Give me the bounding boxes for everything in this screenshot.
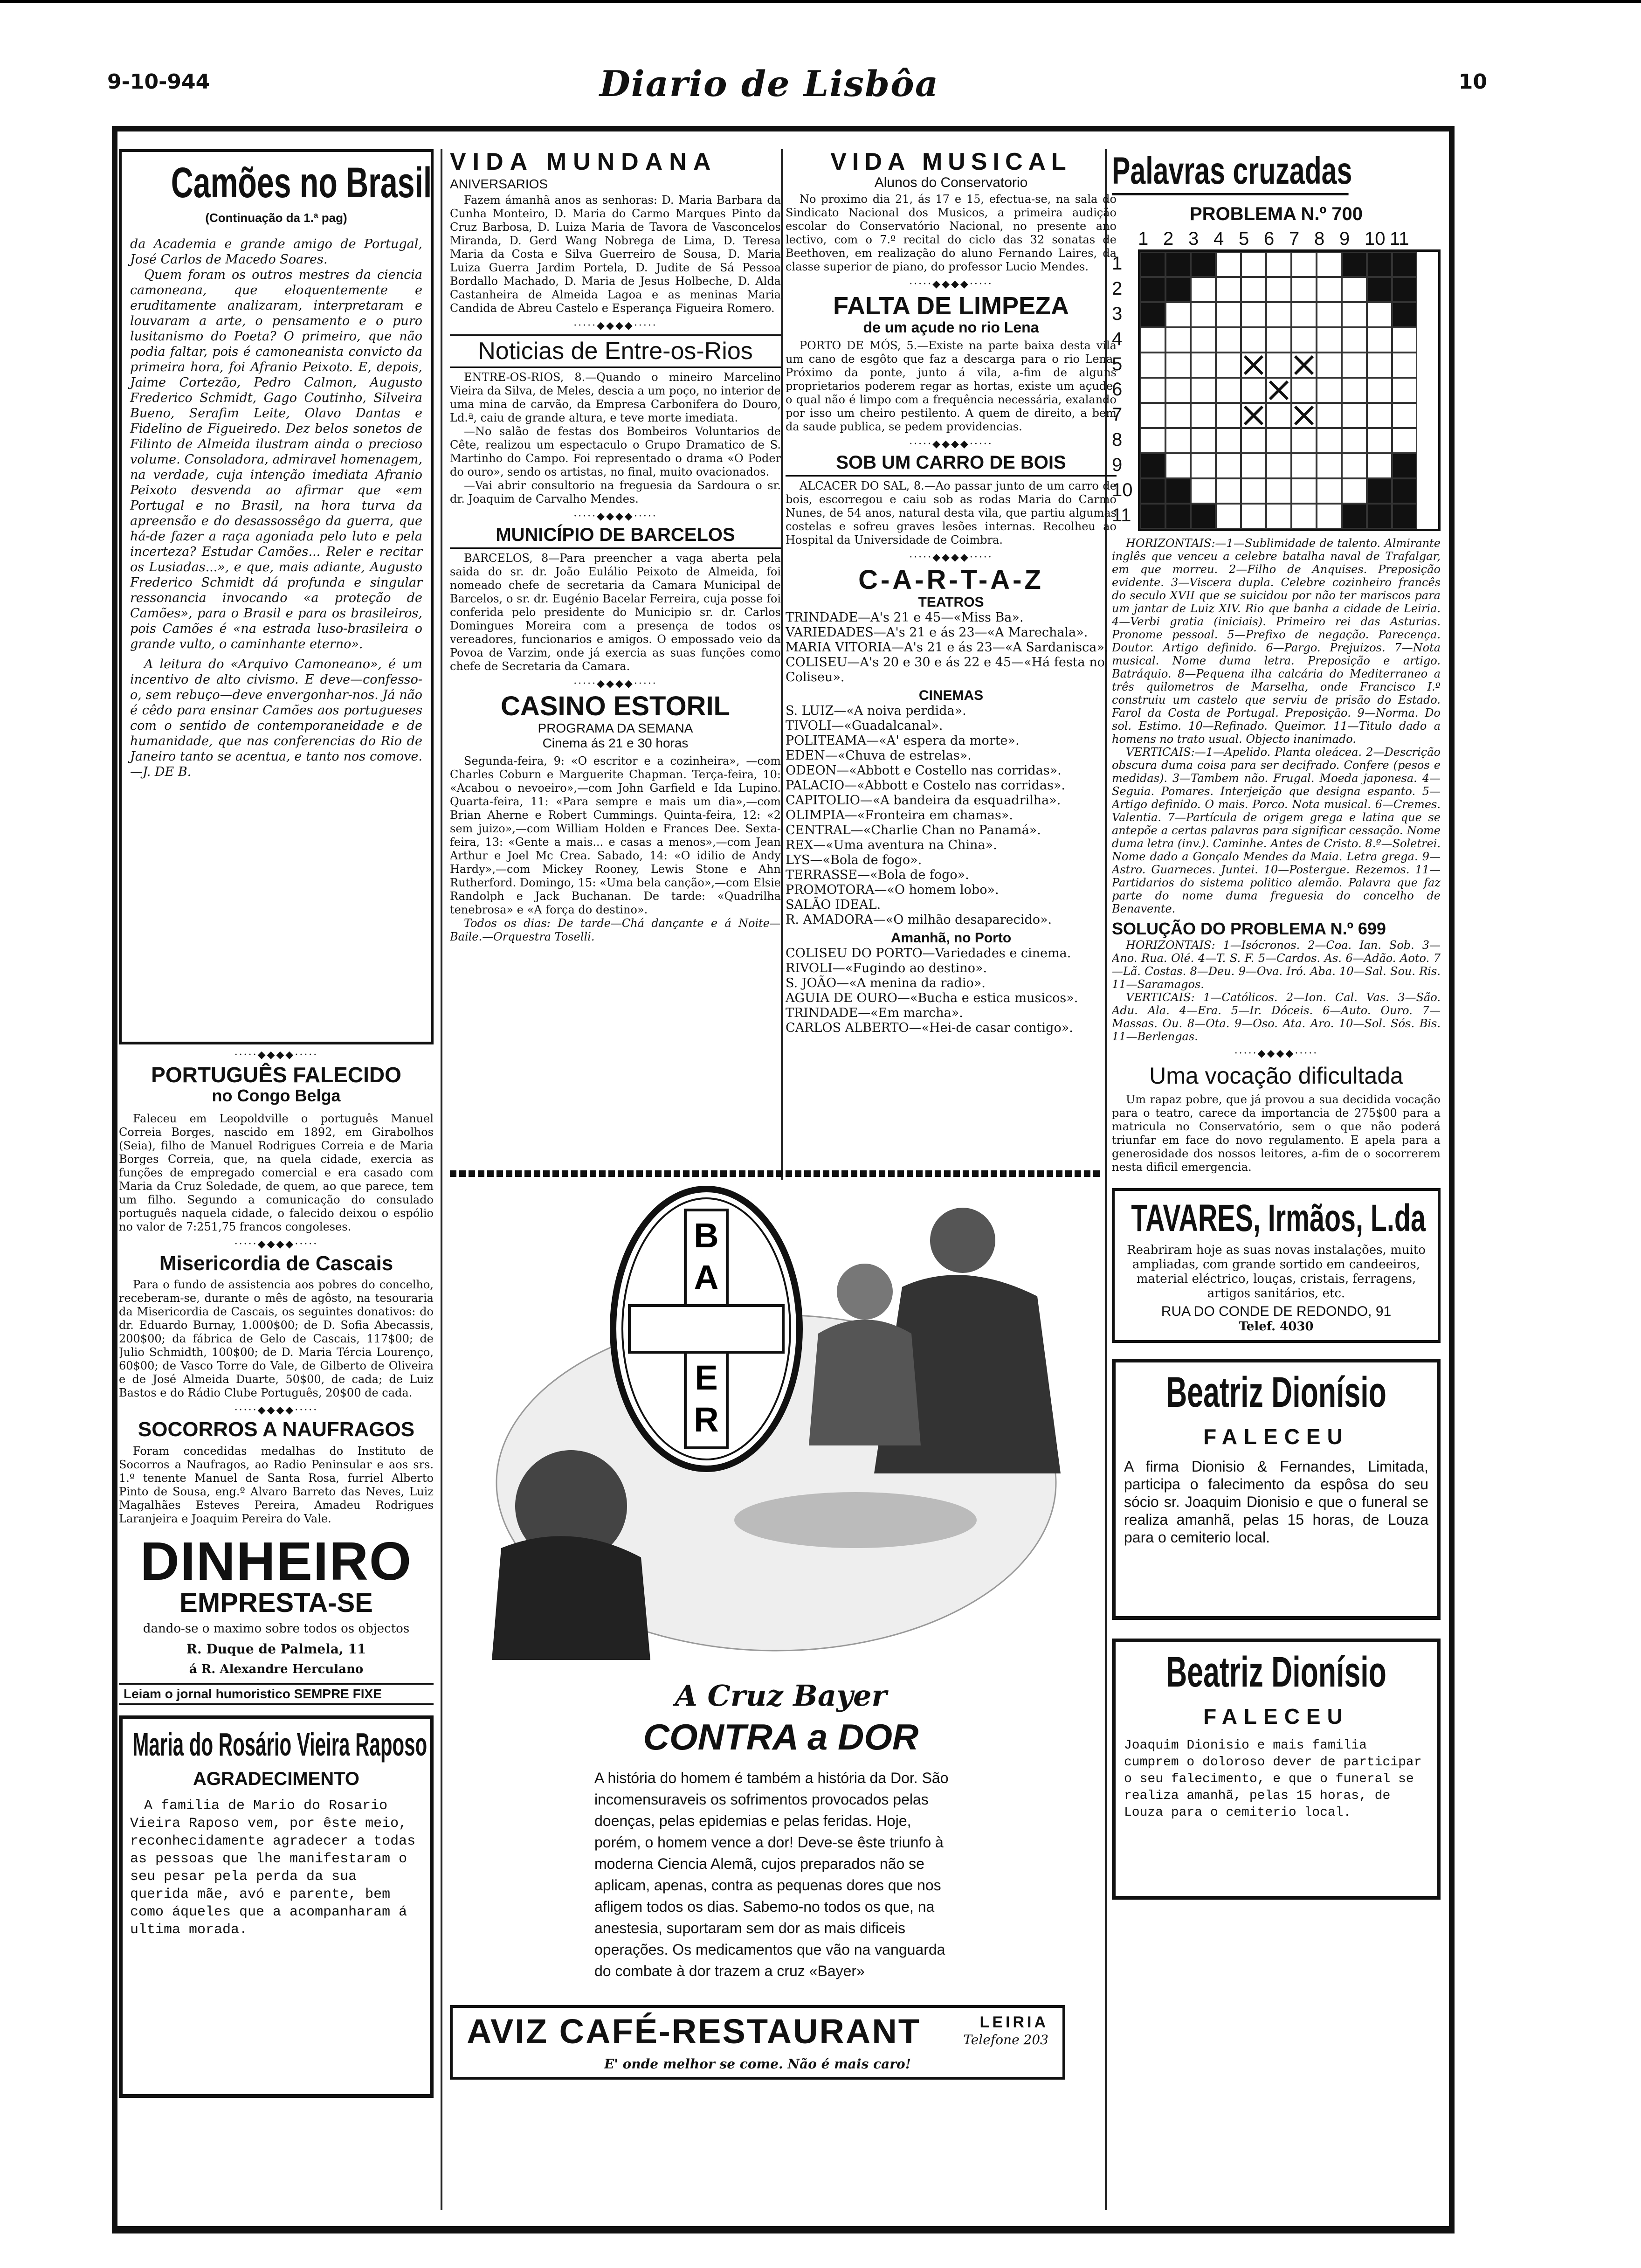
crossword-col-number: 4 — [1214, 228, 1224, 249]
crossword-cell[interactable] — [1165, 378, 1191, 403]
crossword-cell[interactable] — [1216, 277, 1241, 302]
camoes-paragraph: Quem foram os outros mestres da ciencia camoneana, que eloquentemente e eruditamente analizaram, interpretaram e louvaram a arte, o pensamento e o puro lusitanismo do Poeta? O primeiro, que não podia faltar, pois é camoneanista convicto da primeira hora, foi Afranio Peixoto. E, depois, Jaime Cortezão, Pedro Calmon, Augusto Frederico Schmidt, Gago Coutinho, Silveira Bueno, Serafim Leite, Olavo Dantas e Fidelino de Figueiredo. Dez belos sonetos de Filinto de Almeida ilustram ainda o precioso volume. Consoladora, admiravel homenagem, na verdade, cuja intenção imediata Afranio Peixoto desvenda ao afirmar que «em Portugal e no Brasil, na hora turva da apreensão e do desassossêgo da guerra, que há-de fazer a raça agoniada pelo luto e pela incerteza? Estudar Camões... Reler e recitar os Lusiadas...», e que, mais adiante, Augusto Frederico Schmidt dá profunda e singular ressonancia invocando «a proteção de Camões», para o Brasil e para os brasileiros, pois Camões é «na estrada luso-brasileira o grande vulto, o caminhante eterno». — [130, 268, 422, 651]
limpeza-subtitle: de um açude no rio Lena — [863, 319, 1039, 336]
crossword-cell[interactable] — [1266, 252, 1291, 277]
crossword-cell[interactable] — [1241, 277, 1266, 302]
dinheiro-line: R. Duque de Palmela, 11 — [186, 1641, 366, 1657]
crossword-cell[interactable] — [1342, 353, 1367, 378]
crossword-cell[interactable] — [1392, 403, 1417, 428]
crossword-row-number: 9 — [1112, 455, 1123, 475]
separator: ·····◆◆◆◆····· — [573, 319, 657, 332]
crossword-cell[interactable] — [1165, 504, 1191, 529]
column-3 — [786, 149, 1117, 1161]
crossword-verticais: VERTICAIS:—1—Apelido. Planta oleácea. 2—Descrição obscura duma coisa para ser decifrado. Confere (pesos e medidas). 3—Tambem não. Frugal. Moeda japonesa. 4—Seguia. Pomares. Interjeição que designa espanto. 5—Artigo definido. O mais. Porco. Nota musical. 6—Cremes. Valentia. 7—Partícula de origem grega e latina que se antepõe a certas palavras para significar cessação. Nome duma letra (inv.). Caminhe. Antes de Cristo. 8.º—Soletrei. Nome dado a Gonçalo Mendes da Maia. Letra grega. 9—Astro. Guarneces. Juntei. 10—Postergue. Rezemos. 11—Partidarios do sistema politico alemão. Palavra que faz parte do nome duma freguesia do concelho de Benavente. — [1112, 746, 1441, 915]
list-item: LYS—«Bola de fogo». — [786, 853, 922, 868]
crossword-title: Palavras cruzadas — [1112, 149, 1349, 195]
estoril-title: CASINO ESTORIL — [501, 691, 730, 722]
tavares-body: Reabriram hoje as suas novas instalações, muito ampliadas, com grande sortido em candeeiros, material eléctrico, louças, cristais, ferragens, artigos sanitários, etc. — [1127, 1243, 1426, 1300]
list-item: CENTRAL—«Charlie Chan no Panamá». — [786, 823, 1041, 838]
crossword-cell[interactable] — [1140, 353, 1165, 378]
cinemas-list — [786, 704, 1117, 927]
crossword-cell[interactable] — [1291, 327, 1317, 353]
crossword-cell[interactable] — [1140, 378, 1165, 403]
section-border — [450, 1170, 1103, 1177]
crossword-cell[interactable] — [1392, 302, 1417, 327]
newspaper-title: Diario de Lisbôa — [599, 63, 939, 104]
socorros-body: Foram concedidas medalhas do Instituto de Socorros a Naufragos, ao Radio Peninsular e aos srs. 1.º tenente Manuel de Santa Rosa, furriel Alberto Pinto de Sousa, eng.º Alvaro Barreto das Neves, Luiz Magalhães Esteves Pereira, Amadeu Rodrigues Laranjeira e Joaquim Pereira do Vale. — [119, 1444, 434, 1525]
crossword-col-number: 2 — [1163, 228, 1174, 249]
crossword-cell[interactable] — [1266, 378, 1291, 403]
separator: ·····◆◆◆◆····· — [234, 1404, 318, 1417]
crossword-column-numbers — [1138, 228, 1441, 249]
mundana-title: VIDA MUNDANA — [450, 149, 717, 175]
crossword-cell[interactable] — [1216, 453, 1241, 478]
crossword-cell[interactable] — [1191, 353, 1216, 378]
list-item: TIVOLI—«Guadalcanal». — [786, 719, 943, 733]
sempre-fixe-ad: Leiam o jornal humoristico SEMPRE FIXE — [119, 1683, 434, 1705]
crossword-cell[interactable] — [1317, 478, 1342, 504]
dinheiro-ad — [119, 1530, 434, 1676]
solucao-title: SOLUÇÃO DO PROBLEMA N.º 699 — [1112, 919, 1386, 938]
crossword-row-number: 10 — [1112, 480, 1133, 500]
separator: ·····◆◆◆◆····· — [573, 678, 657, 690]
crossword-cell[interactable] — [1140, 504, 1165, 529]
cartaz-cinemas-label: CINEMAS — [918, 688, 984, 704]
crossword-cell[interactable] — [1342, 277, 1367, 302]
bayer-letter: E — [695, 1358, 718, 1397]
crossword-cell[interactable] — [1266, 453, 1291, 478]
beatriz-name: Beatriz Dionísio — [1166, 1648, 1386, 1696]
crossword-grid-wrap — [1112, 249, 1441, 531]
crossword-cell[interactable] — [1392, 252, 1417, 277]
separator: ·····◆◆◆◆····· — [909, 552, 993, 564]
beatriz-faleceu: FALECEU — [1203, 1704, 1349, 1729]
crossword-cell[interactable] — [1392, 428, 1417, 453]
dinheiro-line: dando-se o maximo sobre todos os objectos — [143, 1621, 410, 1636]
crossword-cell[interactable] — [1241, 504, 1266, 529]
crossword-cell[interactable] — [1317, 252, 1342, 277]
crossword-row-number: 1 — [1112, 253, 1123, 274]
crossword-cell[interactable] — [1140, 277, 1165, 302]
crossword-row-number: 2 — [1112, 278, 1123, 299]
crossword-cell[interactable] — [1291, 378, 1317, 403]
crossword-cell[interactable] — [1165, 353, 1191, 378]
crossword-cell[interactable] — [1291, 252, 1317, 277]
falecido-title: PORTUGUÊS FALECIDO — [151, 1063, 401, 1087]
crossword-cell[interactable] — [1392, 277, 1417, 302]
beatriz-body: Joaquim Dionisio e mais familia cumprem o doloroso dever de participar o seu falecimento, e que o funeral se realiza amanhã, pelas 15 horas, de Louza para o cemiterio local. — [1124, 1738, 1422, 1820]
crossword-cell[interactable] — [1191, 504, 1216, 529]
list-item: RIVOLI—«Fugindo ao destino». — [786, 961, 987, 976]
list-item: TRINDADE—A's 21 e 45—«Miss Ba». — [786, 610, 1024, 625]
crossword-row-number: 11 — [1112, 505, 1131, 526]
crossword-cell[interactable] — [1342, 453, 1367, 478]
crossword-cell[interactable] — [1191, 453, 1216, 478]
list-item: AGUIA DE OURO—«Bucha e estica musicos». — [786, 991, 1078, 1006]
crossword-cell[interactable] — [1291, 403, 1317, 428]
crossword — [1112, 228, 1441, 531]
crossword-cell[interactable] — [1140, 428, 1165, 453]
column-1 — [119, 149, 434, 2201]
bayer-logo-overlay — [455, 1184, 1107, 1665]
list-item: TRINDADE—«Em marcha». — [786, 1006, 963, 1021]
list-item: S. LUIZ—«A noiva perdida». — [786, 704, 966, 719]
crossword-cell[interactable] — [1140, 403, 1165, 428]
crossword-cell[interactable] — [1140, 302, 1165, 327]
crossword-cell[interactable] — [1241, 252, 1266, 277]
crossword-cell[interactable] — [1342, 302, 1367, 327]
crossword-col-number: 10 — [1365, 228, 1386, 249]
estoril-footer: Todos os dias: De tarde—Chá dançante e á Noite—Baile.—Orquestra Toselli. — [450, 917, 781, 944]
crossword-problem: PROBLEMA N.º 700 — [1190, 204, 1363, 224]
dinheiro-line: á R. Alexandre Herculano — [189, 1662, 364, 1676]
beatriz-notice-2 — [1112, 1639, 1441, 1900]
crossword-cell[interactable] — [1266, 428, 1291, 453]
crossword-cell[interactable] — [1216, 327, 1241, 353]
list-item: R. AMADORA—«O milhão desaparecido». — [786, 913, 1052, 927]
list-item: VARIEDADES—A's 21 e ás 23—«A Marechala». — [786, 625, 1088, 640]
crossword-cell[interactable] — [1241, 353, 1266, 378]
page-number: 10 — [1458, 70, 1487, 94]
list-item: COLISEU DO PORTO—Variedades e cinema. — [786, 946, 1071, 961]
crossword-cell[interactable] — [1342, 378, 1367, 403]
estoril-subtitle: PROGRAMA DA SEMANA — [538, 721, 693, 736]
list-item: EDEN—«Chuva de estrelas». — [786, 748, 972, 763]
crossword-cell[interactable] — [1241, 403, 1266, 428]
entre-rios-paragraph: —No salão de festas dos Bombeiros Voluntarios de Cête, realizou um espectaculo o Grupo Dramatico de S. Martinho do Campo. Foi representado o drama «O Poder do ouro», sendo os artistas, no final, muito ovacionados. — [450, 425, 781, 479]
crossword-cell[interactable] — [1342, 327, 1367, 353]
tavares-address: RUA DO CONDE DE REDONDO, 91 — [1161, 1304, 1392, 1319]
crossword-cell[interactable] — [1367, 302, 1392, 327]
crossword-cell[interactable] — [1291, 453, 1317, 478]
crossword-cell[interactable] — [1317, 453, 1342, 478]
bayer-headline: A Cruz Bayer — [675, 1679, 887, 1713]
crossword-cell[interactable] — [1291, 504, 1317, 529]
crossword-col-number: 7 — [1289, 228, 1300, 249]
camoes-paragraph: da Academia e grande amigo de Portugal, José Carlos de Macedo Soares. — [130, 237, 422, 267]
crossword-cell[interactable] — [1266, 478, 1291, 504]
crossword-col-number: 1 — [1138, 228, 1149, 249]
crossword-cell[interactable] — [1367, 277, 1392, 302]
crossword-cell[interactable] — [1392, 327, 1417, 353]
cartaz-title: C-A-R-T-A-Z — [858, 565, 1044, 595]
dinheiro-title: DINHEIRO — [140, 1530, 413, 1591]
crossword-cell[interactable] — [1367, 428, 1392, 453]
list-item: POLITEAMA—«A' espera da morte». — [786, 733, 1020, 748]
solucao-verticais: VERTICAIS: 1—Católicos. 2—Ion. Cal. Vas. 3—São. Adu. Ala. 4—Era. 5—Ir. Dóceis. 6—Auto. Ouro. 7—Massas. Ou. 8—Ota. 9—Oso. Ata. Aro. 10—Sol. Sós. Bis. 11—Berlengas. — [1112, 991, 1441, 1043]
beatriz-notice-1 — [1112, 1359, 1441, 1620]
crossword-cell[interactable] — [1191, 277, 1216, 302]
crossword-cell[interactable] — [1367, 252, 1392, 277]
crossword-col-number: 5 — [1239, 228, 1249, 249]
crossword-cell[interactable] — [1367, 478, 1392, 504]
estoril-body: Segunda-feira, 9: «O escritor e a cozinheira», —com Charles Coburn e Marguerite Chapman. Terça-feira, 10: «Acabou o nevoeiro»,—com John Garfield e Ida Lupino. Quarta-feira, 11: «Para sempre e mais um dia»,—com Brian Aherne e Robert Cummings. Quinta-feira, 12: «2 sem juizo»,—com William Holden e Frances Dee. Sexta-feira, 13: «Gente a mais... e casas a menos»,—com Jean Arthur e Joel Mc Crea. Sabado, 14: «O idilio de Andy Hardy»,—com Mickey Rooney, Lewis Stone e Ahn Rutherford. Domingo, 15: «Uma bela canção»,—com Elsie Randolph e Jack Buchanan. De tarde: «Quadrilha tenebrosa» e «A força do destino». — [450, 754, 781, 917]
crossword-cell[interactable] — [1367, 403, 1392, 428]
socorros-title: SOCORROS A NAUFRAGOS — [138, 1418, 415, 1441]
crossword-cell[interactable] — [1165, 277, 1191, 302]
teatros-list — [786, 610, 1117, 685]
crossword-cell[interactable] — [1216, 353, 1241, 378]
solucao-horizontais: HORIZONTAIS: 1—Isócronos. 2—Coa. Ian. Sob. 3—Ano. Rua. Olé. 4—T. S. F. 5—Cardos. As. 6—Adão. Aoto. 7—Lã. Costas. 8—Deu. 9—Ova. Iró. Aba. 10—Sal. Sou. Ris. 11—Saramagos. — [1112, 939, 1441, 991]
crossword-cell[interactable] — [1165, 327, 1191, 353]
crossword-row-number: 4 — [1112, 329, 1123, 349]
crossword-cell[interactable] — [1291, 277, 1317, 302]
separator: ·····◆◆◆◆····· — [909, 278, 993, 290]
crossword-cell[interactable] — [1317, 403, 1342, 428]
crossword-cell[interactable] — [1241, 327, 1266, 353]
crossword-cell[interactable] — [1191, 327, 1216, 353]
crossword-cell[interactable] — [1317, 504, 1342, 529]
mundana-body: Fazem ámanhã anos as senhoras: D. Maria Barbara da Cunha Monteiro, D. Maria do Carmo Marques Pinto da Cruz Barbosa, D. Luiza Maria de Tavora de Vasconcelos Miranda, D. Gerd Wang Nobrega de Lima, D. Teresa Maria da Costa e Silva Guerreiro de Sousa, D. Maria Luiza Guerra Jardim Portela, D. Judite de Sá Pessoa Bordallo Machado, D. Maria de Jesus Holbeche, D. Alda Castanheira de Almeida Lagoa e as meninas Maria Candida de Abreu Castelo e Esperança Figueira Romero. — [450, 193, 781, 315]
crossword-cell[interactable] — [1342, 504, 1367, 529]
separator: ·····◆◆◆◆····· — [1234, 1048, 1318, 1059]
misericordia-body: Para o fundo de assistencia aos pobres do concelho, receberam-se, durante o mês de agôsto, na tesouraria da Misericordia de Cascais, os seguintes donativos: do dr. Eduardo Burnay, 1.000$00; de D. Sofia Abecassis, 200$00; da fábrica de Gelo de Cascais, 117$00; de Julio Schmidth, 100$00; de D. Maria Tércia Lourenço, 60$00; de Vasco Torre do Vale, de Gilberto de Oliveira e de José Almeida Duarte, 50$00, de cada; de Luiz Bastos e do Rádio Clube Português, 20$00 de cada. — [119, 1278, 434, 1400]
list-item: CARLOS ALBERTO—«Hei-de casar contigo». — [786, 1021, 1073, 1036]
crossword-cell[interactable] — [1317, 277, 1342, 302]
crossword-cell[interactable] — [1266, 403, 1291, 428]
crossword-col-number: 8 — [1314, 228, 1325, 249]
list-item: MARIA VITORIA—A's 21 e ás 23—«A Sardanisca». — [786, 640, 1109, 655]
separator: ·····◆◆◆◆····· — [234, 1238, 318, 1251]
bayer-headline: CONTRA a DOR — [643, 1716, 919, 1757]
crossword-cell[interactable] — [1241, 428, 1266, 453]
mundana-heading: ANIVERSARIOS — [450, 176, 548, 191]
bayer-body: A história do homem é também a história da Dor. São incomensuraveis os sofrimentos provocados pelas doenças, pelas epidemias e pelas feridas. Hoje, porém, o homem vence a dor! Deve-se êste triunfo à moderna Ciencia Alemã, cujos preparados não se aplicam, apenas, contra as pequenas dores que nos afligem todos os dias. Sabemo-no todos os que, na anestesia, suportaram sem dor as mais dificeis operações. Os medicamentos que vão na vanguarda do combate à dor trazem a cruz «Bayer» — [594, 1770, 949, 1979]
list-item: S. JOÃO—«A menina da radio». — [786, 976, 986, 991]
crossword-cell[interactable] — [1216, 403, 1241, 428]
list-item: TERRASSE—«Bola de fogo». — [786, 868, 969, 883]
falecido-subtitle: no Congo Belga — [212, 1086, 341, 1106]
crossword-cell[interactable] — [1241, 453, 1266, 478]
crossword-col-number: 11 — [1390, 228, 1409, 249]
crossword-cell[interactable] — [1367, 504, 1392, 529]
crossword-cell[interactable] — [1342, 252, 1367, 277]
camoes-title: Camões no Brasil — [171, 159, 432, 207]
crossword-cell[interactable] — [1291, 302, 1317, 327]
crossword-cell[interactable] — [1342, 478, 1367, 504]
list-item: SALÃO IDEAL. — [786, 898, 881, 913]
crossword-cell[interactable] — [1367, 327, 1392, 353]
falecido-body: Faleceu em Leopoldville o português Manuel Correia Borges, nascido em 1892, em Girabolhos (Seia), filho de Manuel Rodrigues Correia e de Maria Borges Correia, que, na quela cidade, exercia as funções de empregado comercial e era casado com Maria da Cruz Soledade, de quem, ao que parece, tem um filho. Segundo a comunicação do consulado português naquela cidade, o falecido deixou o espólio no valor de 7:251,75 francos congoleses. — [119, 1112, 434, 1234]
estoril-time: Cinema ás 21 e 30 horas — [542, 736, 689, 751]
masthead — [70, 63, 1487, 105]
list-item: ODEON—«Abbott e Costello nas corridas». — [786, 763, 1062, 778]
raposo-body: A familia de Mario do Rosario Vieira Raposo vem, por êste meio, reconhecidamente agradecer a todas as pessoas que lhe manifestaram o seu pesar pela perda da sua querida mãe, avó e parente, bem como áqueles que a acompanharam á ultima morada. — [130, 1798, 416, 1938]
crossword-cell[interactable] — [1191, 378, 1216, 403]
separator: ·····◆◆◆◆····· — [573, 511, 657, 523]
crossword-col-number: 9 — [1339, 228, 1350, 249]
raposo-name: Maria do Rosário Vieira Raposo — [132, 1726, 427, 1763]
crossword-cell[interactable] — [1140, 327, 1165, 353]
crossword-cell[interactable] — [1165, 428, 1191, 453]
aviz-title: AVIZ CAFÉ-RESTAURANT — [467, 2012, 921, 2051]
dinheiro-subtitle: EMPRESTA-SE — [179, 1587, 373, 1618]
bayer-letter: A — [694, 1258, 719, 1297]
beatriz-body: A firma Dionisio & Fernandes, Limitada, participa o falecimento da espôsa do seu sócio sr. Joaquim Dionisio e que o funeral se realiza amanhã, pelas 15 horas, de Louza para o cemiterio local. — [1124, 1458, 1428, 1546]
camoes-paragraph: A leitura do «Arquivo Camoneano», é um incentivo de alto civismo. E deve—confesso-o, sem rebuço—deve envergonhar-nos. Já não é cêdo para ensinar Camões aos portugueses com o sentido de contemporaneidade e de humanidade, que nas conferencias do Rio de Janeiro tanto se acentua, e tanto nos comove.—J. DE B. — [130, 657, 422, 779]
crossword-cell[interactable] — [1291, 353, 1317, 378]
crossword-cell[interactable] — [1317, 428, 1342, 453]
column-4 — [1112, 149, 1441, 2201]
crossword-col-number: 3 — [1188, 228, 1199, 249]
list-item: COLISEU—A's 20 e 30 e ás 22 e 45—«Há festa no Coliseu». — [786, 655, 1105, 685]
list-item: CAPITOLIO—«A bandeira da esquadrilha». — [786, 793, 1061, 808]
crossword-cell[interactable] — [1216, 504, 1241, 529]
top-rule — [0, 0, 1641, 8]
crossword-cell[interactable] — [1191, 428, 1216, 453]
crossword-cell[interactable] — [1317, 327, 1342, 353]
musical-title: VIDA MUSICAL — [830, 149, 1072, 175]
barcelos-title: MUNICÍPIO DE BARCELOS — [450, 525, 781, 549]
crossword-row-number: 6 — [1112, 379, 1123, 400]
tavares-ad — [1112, 1188, 1441, 1343]
separator: ·····◆◆◆◆····· — [234, 1049, 318, 1061]
crossword-cell[interactable] — [1191, 302, 1216, 327]
crossword-cell[interactable] — [1216, 252, 1241, 277]
crossword-cell[interactable] — [1165, 302, 1191, 327]
porto-list — [786, 946, 1117, 1036]
crossword-horizontais: HORIZONTAIS:—1—Sublimidade de talento. Almirante inglês que venceu a celebre batalha naval de Trafalgar, em que morreu. 2—Filho de Anquises. Preposição evidente. 3—Viscera dupla. Celebre cozinheiro francês do seculo XVII que se suicidou por não ter mariscos para um jantar de Luiz XIV. Rio que banha a cidade de Leiria. 4—Verbi gratia (iniciais). Primeiro rei das Asturias. Pronome pessoal. 5—Prefixo de negação. Parecença. Doutor. Artigo definido. 6—Pargo. Prejuizos. 7—Nota musical. Nome duma letra. Preposição e artigo. Batráquio. 8—Pequena ilha calcária do Mediterraneo a três quilometros de Marselha, onde Francisco I.º construiu um castelo que serviu de prisão do Estado. Farol da Costa de Portugal. Preposição. 9—Norma. Do sol. Estimo. 10—Refinado. Queimor. 11—Titulo dado a homens no trato usual. Objecto inanimado. — [1112, 537, 1441, 746]
crossword-cell[interactable] — [1367, 353, 1392, 378]
beatriz-faleceu: FALECEU — [1203, 1424, 1349, 1449]
crossword-cell[interactable] — [1392, 453, 1417, 478]
column-rule — [781, 149, 783, 1180]
aviz-ad — [450, 2005, 1065, 2080]
entre-rios-paragraph: ENTRE-OS-RIOS, 8.—Quando o mineiro Marcelino Vieira da Silva, de Meles, descia a um poço, no interior de uma mina de carvão, da Empresa Carbonifera do Douro, Ld.ª, caiu de grande altura, e teve morte imediata. — [450, 371, 781, 425]
crossword-cell[interactable] — [1317, 378, 1342, 403]
crossword-cell[interactable] — [1191, 403, 1216, 428]
list-item: PALACIO—«Abbott e Costelo nas corridas». — [786, 778, 1065, 793]
crossword-cell[interactable] — [1266, 504, 1291, 529]
crossword-cell[interactable] — [1291, 428, 1317, 453]
crossword-cell[interactable] — [1342, 428, 1367, 453]
cartaz-porto-label: Amanhã, no Porto — [890, 930, 1012, 946]
crossword-cell[interactable] — [1165, 478, 1191, 504]
aviz-tagline: E' onde melhor se come. Não é mais caro! — [604, 2056, 911, 2072]
crossword-cell[interactable] — [1165, 453, 1191, 478]
crossword-cell[interactable] — [1165, 252, 1191, 277]
crossword-row-number: 8 — [1112, 429, 1123, 450]
misericordia-title: Misericordia de Cascais — [159, 1252, 393, 1275]
crossword-cell[interactable] — [1342, 403, 1367, 428]
entre-rios-paragraph: —Vai abrir consultorio na freguesia da Sardoura o sr. dr. Joaquim de Carvalho Mendes. — [450, 479, 781, 506]
camoes-article — [119, 149, 434, 1044]
crossword-cell[interactable] — [1266, 277, 1291, 302]
crossword-cell[interactable] — [1367, 453, 1392, 478]
crossword-cell[interactable] — [1216, 378, 1241, 403]
crossword-row-number: 3 — [1112, 304, 1123, 324]
carro-body: ALCACER DO SAL, 8.—Ao passar junto de um carro de bois, escorregou e caiu sob as rodas Maria do Carmo Nunes, de 54 anos, natural desta vila, que partiu algumas costelas e sofreu graves lesões internas. Recolheu ao Hospital da Universidade de Coimbra. — [786, 479, 1117, 547]
issue-date: 9-10-944 — [107, 70, 210, 94]
separator: ·····◆◆◆◆····· — [909, 438, 993, 450]
crossword-cell[interactable] — [1291, 478, 1317, 504]
musical-body: No proximo dia 21, ás 17 e 15, efectua-se, na sala do Sindicato Nacional dos Musicos, a primeira audição escolar do Conservatório Nacional, no presente ano lectivo, com o 7.º recital do ciclo das 32 sonatas de Beethoven, em realização do aluno Fernando Laires, da classe superior de piano, do professor Lucio Mendes. — [786, 192, 1117, 273]
crossword-cell[interactable] — [1266, 353, 1291, 378]
raposo-heading: AGRADECIMENTO — [193, 1768, 360, 1789]
tavares-title: TAVARES, Irmãos, L.da — [1131, 1197, 1426, 1239]
crossword-cell[interactable] — [1191, 252, 1216, 277]
aviz-phone: Telefone 203 — [963, 2032, 1048, 2047]
list-item: PROMOTORA—«O homem lobo». — [786, 883, 999, 898]
crossword-cell[interactable] — [1140, 478, 1165, 504]
crossword-cell[interactable] — [1241, 478, 1266, 504]
crossword-cell[interactable] — [1317, 353, 1342, 378]
crossword-cell[interactable] — [1317, 302, 1342, 327]
column-2 — [450, 149, 781, 1161]
crossword-cell[interactable] — [1241, 302, 1266, 327]
limpeza-title: FALTA DE LIMPEZA — [833, 291, 1069, 320]
barcelos-body: BARCELOS, 8—Para preencher a vaga aberta pela saida do sr. dr. João Eulálio Peixoto de Almeida, foi nomeado chefe de secretaria da Camara Municipal de Barcelos, o sr. dr. Eugénio Bacelar Ferreira, cuja posse foi conferida pelo presidente do Municipio sr. dr. Carlos Domingues Moreira com a presença de todos os vereadores, funcionarios e amigos. O empossado veio da Povoa de Varzim, onde já exercia as suas funções como chefe de Secretaria da Camara. — [450, 552, 781, 673]
crossword-cell[interactable] — [1165, 403, 1191, 428]
crossword-cell[interactable] — [1266, 302, 1291, 327]
column-rule — [441, 149, 442, 2210]
limpeza-body: PORTO DE MÓS, 5.—Existe na parte baixa desta vila um cano de esgôto que faz a descarga para o rio Lena. Próximo da ponte, junto á vila, a-fim de alguns proprietarios poderem regar as hortas, existe um açude, o qual não é limpo com a frequência necessária, exalando por isso um cheiro pestilento. A quem de direito, a bem da saude publica, se pedem providencias. — [786, 339, 1117, 434]
beatriz-name: Beatriz Dionísio — [1166, 1369, 1386, 1416]
raposo-notice — [119, 1715, 434, 2098]
crossword-cell[interactable] — [1216, 428, 1241, 453]
crossword-cell[interactable] — [1266, 327, 1291, 353]
musical-heading: Alunos do Conservatorio — [874, 174, 1028, 190]
aviz-city: LEIRIA — [979, 2013, 1048, 2031]
bayer-letter: R — [694, 1400, 719, 1439]
list-item: OLIMPIA—«Fronteira em chamas». — [786, 808, 1013, 823]
crossword-cell[interactable] — [1392, 378, 1417, 403]
carro-title: SOB UM CARRO DE BOIS — [786, 453, 1117, 477]
crossword-cell[interactable] — [1367, 378, 1392, 403]
tavares-phone: Telef. 4030 — [1239, 1320, 1314, 1334]
crossword-cell[interactable] — [1191, 478, 1216, 504]
crossword-row-number: 7 — [1112, 404, 1123, 425]
crossword-cell[interactable] — [1392, 353, 1417, 378]
crossword-cell[interactable] — [1241, 378, 1266, 403]
crossword-grid — [1138, 249, 1441, 531]
camoes-subtitle: (Continuação da 1.ª pag) — [205, 211, 347, 225]
crossword-cell[interactable] — [1392, 504, 1417, 529]
entre-rios-title: Noticias de Entre-os-Rios — [478, 337, 753, 365]
vocacao-title: Uma vocação dificultada — [1149, 1063, 1403, 1089]
bayer-ad — [455, 1184, 1107, 1991]
cartaz-teatros-label: TEATROS — [918, 595, 984, 610]
crossword-cell[interactable] — [1140, 252, 1165, 277]
crossword-row-number: 5 — [1112, 354, 1123, 374]
vocacao-body: Um rapaz pobre, que já provou a sua decidida vocação para o teatro, carece da importancia de 275$00 para a matricula no Conservatório, sem o que não poderá triunfar em face do novo regulamento. E apela para a generosidade dos nossos leitores, a-fim de o socorrerem nesta dificil emergencia. — [1112, 1093, 1441, 1174]
crossword-cell[interactable] — [1216, 302, 1241, 327]
crossword-col-number: 6 — [1264, 228, 1275, 249]
entre-rios-header — [450, 334, 781, 368]
crossword-cell[interactable] — [1392, 478, 1417, 504]
crossword-cell[interactable] — [1216, 478, 1241, 504]
bayer-letter: B — [694, 1216, 719, 1255]
crossword-cell[interactable] — [1140, 453, 1165, 478]
list-item: REX—«Uma aventura na China». — [786, 838, 997, 853]
